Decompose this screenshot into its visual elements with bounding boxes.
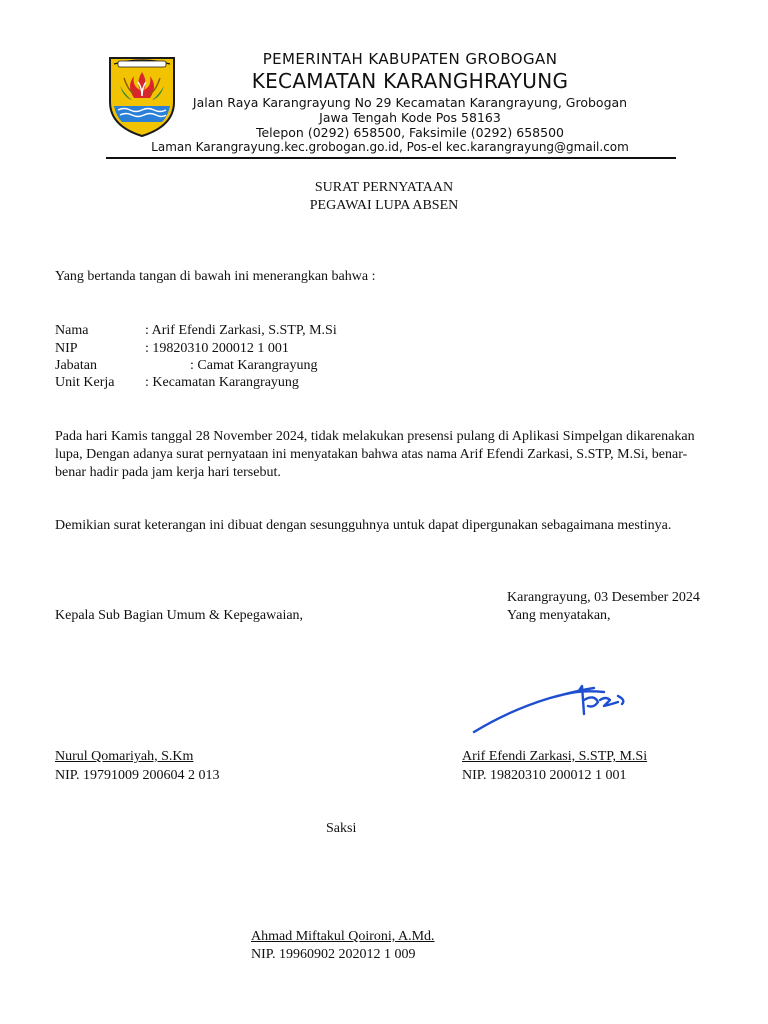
left-signer-heading: Kepala Sub Bagian Umum & Kepegawaian, [55,608,304,623]
document-title: SURAT PERNYATAAN [314,180,454,195]
left-signer-name: Nurul Qomariyah, S.Km [55,749,194,764]
identity-label-name: Nama [55,323,89,338]
handwritten-signature [470,680,635,736]
left-signer-nip: NIP. 19791009 200604 2 013 [55,768,220,783]
witness-name: Ahmad Miftakul Qoironi, A.Md. [251,929,435,944]
identity-value-position: : Camat Karangrayung [190,358,318,373]
witness-nip: NIP. 19960902 202012 1 009 [251,947,416,962]
right-signer-nip: NIP. 19820310 200012 1 001 [462,768,627,783]
intro-text: Yang bertanda tangan di bawah ini menerangkan bahwa : [55,269,376,284]
document-subtitle: PEGAWAI LUPA ABSEN [309,198,459,213]
letterhead-postal: Jawa Tengah Kode Pos 58163 [319,110,501,125]
body-paragraph: Pada hari Kamis tanggal 28 November 2024, tidak melakukan presensi pulang di Aplikasi Simpelgan dikarenakan lupa, Dengan adanya surat pernyataan ini menyatakan bahwa atas nama Arif Efendi Zarkasi, S.STP, M.Si, benar-benar hadir pada jam kerja hari tersebut. [55,429,695,480]
identity-label-nip: NIP [55,341,78,356]
letterhead-government: PEMERINTAH KABUPATEN GROBOGAN [262,50,558,68]
letterhead-phone: Telepon (0292) 658500, Faksimile (0292) 658500 [255,125,564,140]
right-signer-heading: Yang menyatakan, [507,608,611,623]
letterhead-office-name: KECAMATAN KARANGHRAYUNG [251,69,569,93]
identity-value-name: : Arif Efendi Zarkasi, S.STP, M.Si [145,323,337,338]
letterhead-web-email: Laman Karangrayung.kec.grobogan.go.id, Pos-el kec.karangrayung@gmail.com [151,140,629,154]
letterhead-address: Jalan Raya Karangrayung No 29 Kecamatan Karangrayung, Grobogan [192,95,628,110]
place-date: Karangrayung, 03 Desember 2024 [507,590,700,605]
letterhead-divider [106,157,676,159]
identity-label-position: Jabatan [55,358,97,373]
witness-label: Saksi [326,821,357,836]
closing-paragraph: Demikian surat keterangan ini dibuat dengan sesungguhnya untuk dapat dipergunakan sebagaimana mestinya. [55,518,672,533]
right-signer-name: Arif Efendi Zarkasi, S.STP, M.Si [462,749,648,764]
identity-value-unit: : Kecamatan Karangrayung [145,375,299,390]
identity-label-unit: Unit Kerja [55,375,115,390]
identity-value-nip: : 19820310 200012 1 001 [145,341,289,356]
